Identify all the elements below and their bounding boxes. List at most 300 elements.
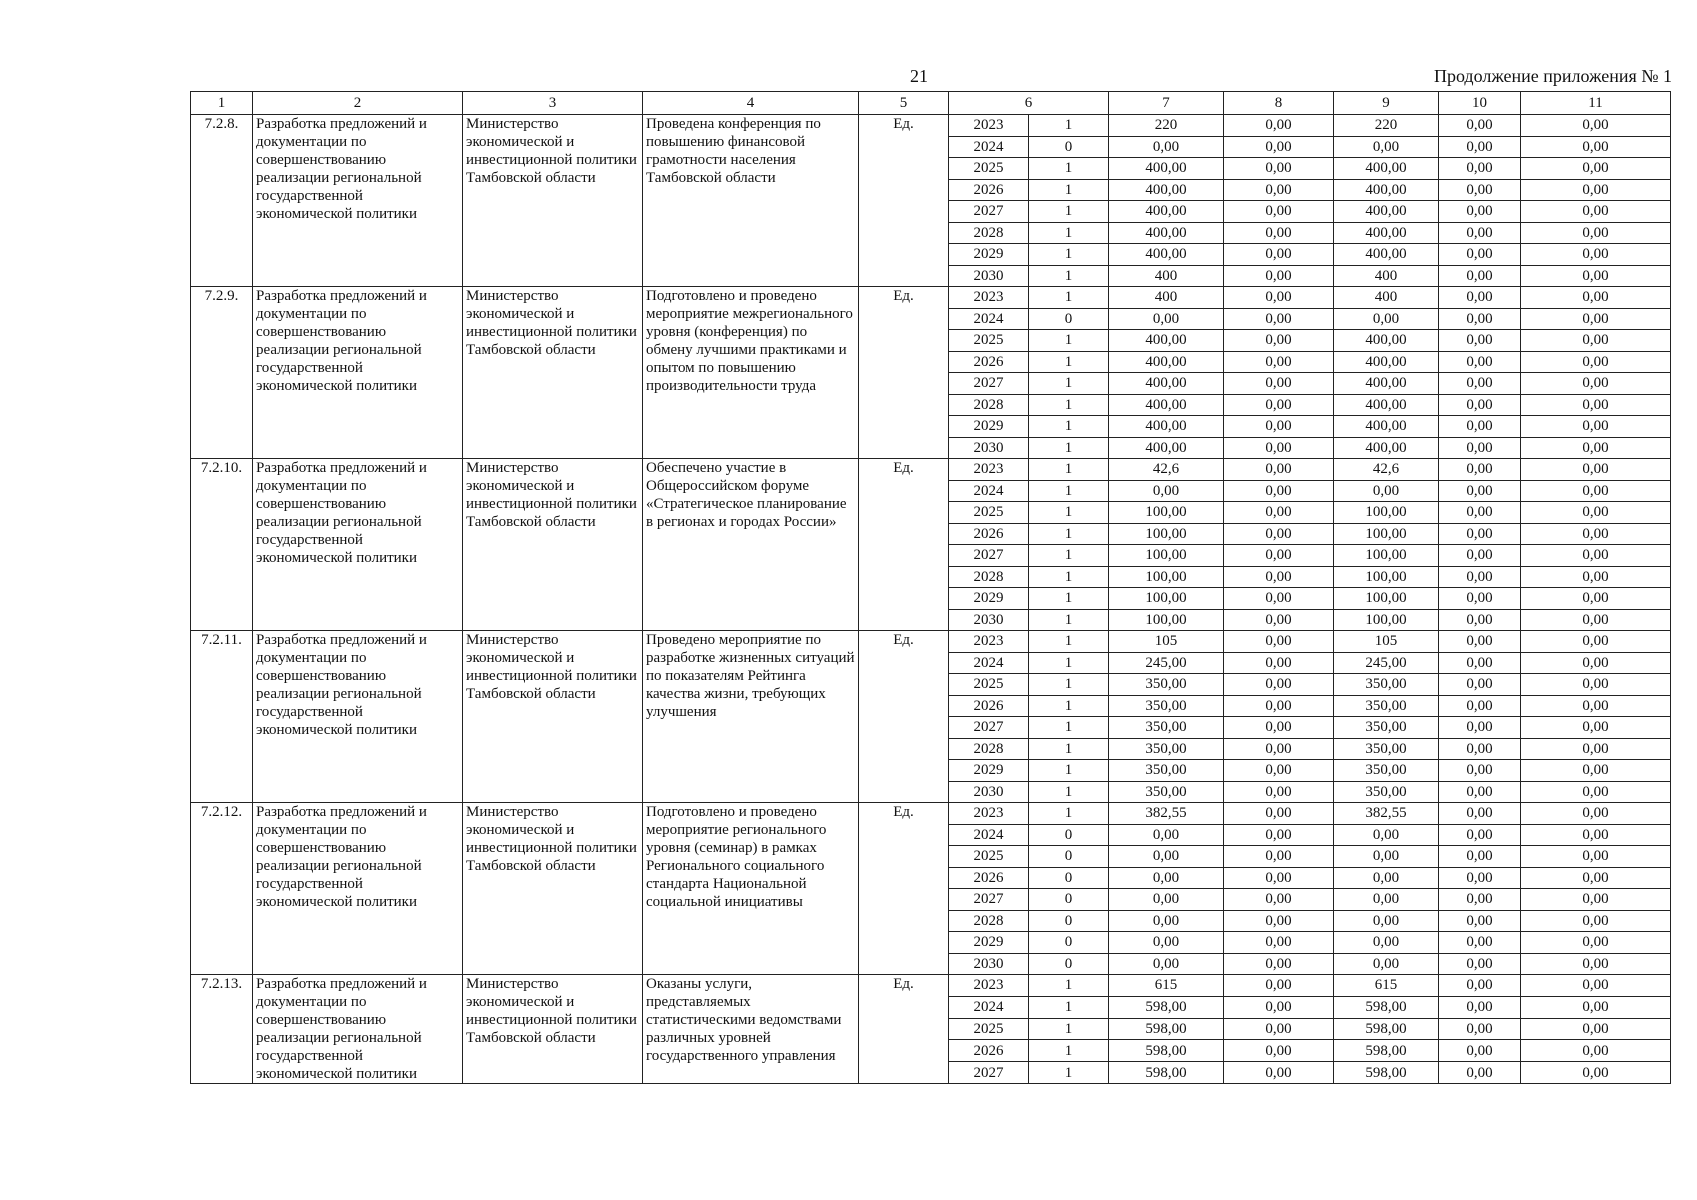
year-cell: 2026 bbox=[949, 1040, 1029, 1062]
value-col10-cell: 0,00 bbox=[1439, 760, 1521, 782]
measure-code: 7.2.8. bbox=[191, 115, 253, 287]
value-col6-cell: 1 bbox=[1029, 781, 1109, 803]
value-col7-cell: 100,00 bbox=[1109, 588, 1224, 610]
value-col8-cell: 0,00 bbox=[1224, 1062, 1334, 1084]
year-cell: 2024 bbox=[949, 480, 1029, 502]
measures-table bbox=[190, 91, 1671, 1084]
value-col11-cell: 0,00 bbox=[1521, 910, 1671, 932]
value-col7-cell: 400,00 bbox=[1109, 394, 1224, 416]
value-col6-cell: 1 bbox=[1029, 738, 1109, 760]
value-col7-cell: 350,00 bbox=[1109, 717, 1224, 739]
value-col8-cell: 0,00 bbox=[1224, 330, 1334, 352]
value-col9-cell: 400,00 bbox=[1334, 351, 1439, 373]
value-col11-cell: 0,00 bbox=[1521, 416, 1671, 438]
value-col11-cell: 0,00 bbox=[1521, 394, 1671, 416]
value-col10-cell: 0,00 bbox=[1439, 803, 1521, 825]
value-col9-cell: 350,00 bbox=[1334, 674, 1439, 696]
value-col7-cell: 350,00 bbox=[1109, 738, 1224, 760]
value-col9-cell: 0,00 bbox=[1334, 824, 1439, 846]
header-cell: 10 bbox=[1439, 92, 1521, 115]
unit-of-measure: Ед. bbox=[859, 459, 949, 631]
header-cell: 5 bbox=[859, 92, 949, 115]
value-col7-cell: 400 bbox=[1109, 287, 1224, 309]
value-col8-cell: 0,00 bbox=[1224, 867, 1334, 889]
value-col8-cell: 0,00 bbox=[1224, 996, 1334, 1018]
value-col10-cell: 0,00 bbox=[1439, 717, 1521, 739]
year-cell: 2026 bbox=[949, 179, 1029, 201]
header-cell: 2 bbox=[253, 92, 463, 115]
value-col11-cell: 0,00 bbox=[1521, 781, 1671, 803]
value-col8-cell: 0,00 bbox=[1224, 609, 1334, 631]
year-cell: 2025 bbox=[949, 846, 1029, 868]
value-col8-cell: 0,00 bbox=[1224, 910, 1334, 932]
value-col9-cell: 0,00 bbox=[1334, 889, 1439, 911]
measure-name: Разработка предложений и документации по совершенствованию реализации региональной государственной экономической политики bbox=[253, 459, 463, 631]
year-cell: 2029 bbox=[949, 588, 1029, 610]
value-col8-cell: 0,00 bbox=[1224, 222, 1334, 244]
value-col8-cell: 0,00 bbox=[1224, 975, 1334, 997]
value-col6-cell: 1 bbox=[1029, 695, 1109, 717]
value-col11-cell: 0,00 bbox=[1521, 308, 1671, 330]
value-col8-cell: 0,00 bbox=[1224, 889, 1334, 911]
header-cell: 3 bbox=[463, 92, 643, 115]
page-number: 21 bbox=[910, 66, 928, 86]
value-col11-cell: 0,00 bbox=[1521, 222, 1671, 244]
value-col11-cell: 0,00 bbox=[1521, 351, 1671, 373]
value-col9-cell: 100,00 bbox=[1334, 588, 1439, 610]
responsible-org: Министерство экономической и инвестиционной политики Тамбовской области bbox=[463, 631, 643, 803]
table-row bbox=[191, 631, 1671, 653]
table-row bbox=[191, 115, 1671, 137]
measure-name: Разработка предложений и документации по совершенствованию реализации региональной государственной экономической политики bbox=[253, 631, 463, 803]
year-cell: 2030 bbox=[949, 953, 1029, 975]
value-col6-cell: 1 bbox=[1029, 803, 1109, 825]
value-col10-cell: 0,00 bbox=[1439, 308, 1521, 330]
value-col8-cell: 0,00 bbox=[1224, 1018, 1334, 1040]
value-col8-cell: 0,00 bbox=[1224, 781, 1334, 803]
value-col11-cell: 0,00 bbox=[1521, 695, 1671, 717]
value-col9-cell: 400 bbox=[1334, 265, 1439, 287]
year-cell: 2023 bbox=[949, 115, 1029, 137]
measure-code: 7.2.10. bbox=[191, 459, 253, 631]
header-cell: 9 bbox=[1334, 92, 1439, 115]
year-cell: 2027 bbox=[949, 201, 1029, 223]
value-col6-cell: 1 bbox=[1029, 760, 1109, 782]
year-cell: 2026 bbox=[949, 351, 1029, 373]
value-col11-cell: 0,00 bbox=[1521, 136, 1671, 158]
year-cell: 2028 bbox=[949, 738, 1029, 760]
measure-code: 7.2.12. bbox=[191, 803, 253, 975]
year-cell: 2023 bbox=[949, 975, 1029, 997]
value-col10-cell: 0,00 bbox=[1439, 781, 1521, 803]
value-col9-cell: 0,00 bbox=[1334, 910, 1439, 932]
year-cell: 2024 bbox=[949, 136, 1029, 158]
value-col6-cell: 1 bbox=[1029, 437, 1109, 459]
year-cell: 2027 bbox=[949, 545, 1029, 567]
value-col11-cell: 0,00 bbox=[1521, 373, 1671, 395]
value-col7-cell: 350,00 bbox=[1109, 781, 1224, 803]
value-col10-cell: 0,00 bbox=[1439, 1062, 1521, 1084]
value-col8-cell: 0,00 bbox=[1224, 459, 1334, 481]
year-cell: 2030 bbox=[949, 609, 1029, 631]
value-col6-cell: 1 bbox=[1029, 416, 1109, 438]
value-col10-cell: 0,00 bbox=[1439, 545, 1521, 567]
value-col6-cell: 1 bbox=[1029, 222, 1109, 244]
value-col8-cell: 0,00 bbox=[1224, 115, 1334, 137]
value-col9-cell: 100,00 bbox=[1334, 609, 1439, 631]
value-col10-cell: 0,00 bbox=[1439, 975, 1521, 997]
value-col6-cell: 1 bbox=[1029, 1018, 1109, 1040]
value-col6-cell: 1 bbox=[1029, 244, 1109, 266]
value-col9-cell: 615 bbox=[1334, 975, 1439, 997]
year-cell: 2024 bbox=[949, 652, 1029, 674]
value-col9-cell: 350,00 bbox=[1334, 781, 1439, 803]
value-col7-cell: 400,00 bbox=[1109, 158, 1224, 180]
value-col7-cell: 0,00 bbox=[1109, 889, 1224, 911]
value-col7-cell: 0,00 bbox=[1109, 953, 1224, 975]
continuation-label: Продолжение приложения № 1 bbox=[1433, 66, 1672, 86]
value-col11-cell: 0,00 bbox=[1521, 889, 1671, 911]
value-col11-cell: 0,00 bbox=[1521, 437, 1671, 459]
value-col9-cell: 245,00 bbox=[1334, 652, 1439, 674]
value-col7-cell: 382,55 bbox=[1109, 803, 1224, 825]
value-col9-cell: 350,00 bbox=[1334, 717, 1439, 739]
value-col9-cell: 0,00 bbox=[1334, 308, 1439, 330]
year-cell: 2030 bbox=[949, 265, 1029, 287]
value-col6-cell: 1 bbox=[1029, 652, 1109, 674]
value-col7-cell: 100,00 bbox=[1109, 545, 1224, 567]
value-col10-cell: 0,00 bbox=[1439, 588, 1521, 610]
value-col6-cell: 1 bbox=[1029, 480, 1109, 502]
value-col6-cell: 0 bbox=[1029, 136, 1109, 158]
value-col9-cell: 42,6 bbox=[1334, 459, 1439, 481]
value-col11-cell: 0,00 bbox=[1521, 652, 1671, 674]
value-col11-cell: 0,00 bbox=[1521, 115, 1671, 137]
header-cell: 6 bbox=[949, 92, 1109, 115]
value-col9-cell: 0,00 bbox=[1334, 867, 1439, 889]
unit-of-measure: Ед. bbox=[859, 803, 949, 975]
value-col8-cell: 0,00 bbox=[1224, 566, 1334, 588]
value-col7-cell: 100,00 bbox=[1109, 502, 1224, 524]
value-col7-cell: 598,00 bbox=[1109, 1018, 1224, 1040]
value-col8-cell: 0,00 bbox=[1224, 136, 1334, 158]
value-col10-cell: 0,00 bbox=[1439, 330, 1521, 352]
value-col9-cell: 400,00 bbox=[1334, 330, 1439, 352]
value-col6-cell: 0 bbox=[1029, 308, 1109, 330]
value-col9-cell: 400,00 bbox=[1334, 222, 1439, 244]
unit-of-measure: Ед. bbox=[859, 975, 949, 1084]
value-col6-cell: 1 bbox=[1029, 674, 1109, 696]
value-col10-cell: 0,00 bbox=[1439, 996, 1521, 1018]
value-col6-cell: 1 bbox=[1029, 115, 1109, 137]
value-col6-cell: 1 bbox=[1029, 459, 1109, 481]
year-cell: 2030 bbox=[949, 781, 1029, 803]
value-col7-cell: 350,00 bbox=[1109, 695, 1224, 717]
year-cell: 2028 bbox=[949, 222, 1029, 244]
value-col7-cell: 100,00 bbox=[1109, 523, 1224, 545]
value-col6-cell: 1 bbox=[1029, 975, 1109, 997]
value-col6-cell: 1 bbox=[1029, 287, 1109, 309]
value-col11-cell: 0,00 bbox=[1521, 867, 1671, 889]
value-col10-cell: 0,00 bbox=[1439, 932, 1521, 954]
year-cell: 2024 bbox=[949, 308, 1029, 330]
value-col8-cell: 0,00 bbox=[1224, 158, 1334, 180]
value-col6-cell: 0 bbox=[1029, 889, 1109, 911]
value-col10-cell: 0,00 bbox=[1439, 953, 1521, 975]
value-col9-cell: 400,00 bbox=[1334, 244, 1439, 266]
value-col7-cell: 0,00 bbox=[1109, 932, 1224, 954]
responsible-org: Министерство экономической и инвестиционной политики Тамбовской области bbox=[463, 115, 643, 287]
value-col9-cell: 100,00 bbox=[1334, 545, 1439, 567]
year-cell: 2025 bbox=[949, 330, 1029, 352]
year-cell: 2028 bbox=[949, 566, 1029, 588]
value-col9-cell: 100,00 bbox=[1334, 523, 1439, 545]
unit-of-measure: Ед. bbox=[859, 115, 949, 287]
value-col10-cell: 0,00 bbox=[1439, 437, 1521, 459]
value-col6-cell: 1 bbox=[1029, 996, 1109, 1018]
responsible-org: Министерство экономической и инвестиционной политики Тамбовской области bbox=[463, 803, 643, 975]
value-col6-cell: 1 bbox=[1029, 1062, 1109, 1084]
value-col11-cell: 0,00 bbox=[1521, 609, 1671, 631]
value-col10-cell: 0,00 bbox=[1439, 179, 1521, 201]
value-col10-cell: 0,00 bbox=[1439, 265, 1521, 287]
value-col8-cell: 0,00 bbox=[1224, 437, 1334, 459]
value-col7-cell: 400,00 bbox=[1109, 244, 1224, 266]
measure-name: Разработка предложений и документации по совершенствованию реализации региональной государственной экономической политики bbox=[253, 115, 463, 287]
year-cell: 2028 bbox=[949, 910, 1029, 932]
header-cell: 7 bbox=[1109, 92, 1224, 115]
value-col9-cell: 400,00 bbox=[1334, 179, 1439, 201]
value-col11-cell: 0,00 bbox=[1521, 330, 1671, 352]
value-col6-cell: 1 bbox=[1029, 1040, 1109, 1062]
value-col11-cell: 0,00 bbox=[1521, 996, 1671, 1018]
value-col11-cell: 0,00 bbox=[1521, 502, 1671, 524]
value-col8-cell: 0,00 bbox=[1224, 351, 1334, 373]
value-col10-cell: 0,00 bbox=[1439, 910, 1521, 932]
value-col11-cell: 0,00 bbox=[1521, 287, 1671, 309]
year-cell: 2027 bbox=[949, 717, 1029, 739]
value-col7-cell: 350,00 bbox=[1109, 674, 1224, 696]
value-col7-cell: 598,00 bbox=[1109, 996, 1224, 1018]
value-col11-cell: 0,00 bbox=[1521, 1040, 1671, 1062]
value-col6-cell: 1 bbox=[1029, 545, 1109, 567]
value-col8-cell: 0,00 bbox=[1224, 738, 1334, 760]
value-col10-cell: 0,00 bbox=[1439, 609, 1521, 631]
value-col7-cell: 400,00 bbox=[1109, 222, 1224, 244]
value-col11-cell: 0,00 bbox=[1521, 566, 1671, 588]
value-col7-cell: 100,00 bbox=[1109, 566, 1224, 588]
value-col7-cell: 400,00 bbox=[1109, 437, 1224, 459]
value-col8-cell: 0,00 bbox=[1224, 824, 1334, 846]
value-col10-cell: 0,00 bbox=[1439, 201, 1521, 223]
value-col11-cell: 0,00 bbox=[1521, 179, 1671, 201]
year-cell: 2025 bbox=[949, 674, 1029, 696]
measure-name: Разработка предложений и документации по совершенствованию реализации региональной государственной экономической политики bbox=[253, 803, 463, 975]
value-col8-cell: 0,00 bbox=[1224, 846, 1334, 868]
value-col9-cell: 0,00 bbox=[1334, 953, 1439, 975]
value-col6-cell: 0 bbox=[1029, 910, 1109, 932]
value-col7-cell: 0,00 bbox=[1109, 824, 1224, 846]
year-cell: 2026 bbox=[949, 523, 1029, 545]
expected-result: Проведена конференция по повышению финансовой грамотности населения Тамбовской области bbox=[643, 115, 859, 287]
value-col8-cell: 0,00 bbox=[1224, 932, 1334, 954]
value-col6-cell: 1 bbox=[1029, 265, 1109, 287]
value-col10-cell: 0,00 bbox=[1439, 846, 1521, 868]
value-col6-cell: 1 bbox=[1029, 588, 1109, 610]
measure-code: 7.2.9. bbox=[191, 287, 253, 459]
value-col8-cell: 0,00 bbox=[1224, 416, 1334, 438]
value-col11-cell: 0,00 bbox=[1521, 588, 1671, 610]
value-col6-cell: 1 bbox=[1029, 523, 1109, 545]
year-cell: 2026 bbox=[949, 695, 1029, 717]
value-col6-cell: 1 bbox=[1029, 179, 1109, 201]
year-cell: 2030 bbox=[949, 437, 1029, 459]
value-col7-cell: 400,00 bbox=[1109, 330, 1224, 352]
value-col10-cell: 0,00 bbox=[1439, 244, 1521, 266]
value-col6-cell: 1 bbox=[1029, 201, 1109, 223]
value-col6-cell: 1 bbox=[1029, 717, 1109, 739]
value-col7-cell: 42,6 bbox=[1109, 459, 1224, 481]
value-col11-cell: 0,00 bbox=[1521, 265, 1671, 287]
value-col9-cell: 400,00 bbox=[1334, 201, 1439, 223]
value-col10-cell: 0,00 bbox=[1439, 351, 1521, 373]
value-col8-cell: 0,00 bbox=[1224, 717, 1334, 739]
value-col9-cell: 0,00 bbox=[1334, 846, 1439, 868]
value-col10-cell: 0,00 bbox=[1439, 416, 1521, 438]
value-col7-cell: 100,00 bbox=[1109, 609, 1224, 631]
year-cell: 2025 bbox=[949, 502, 1029, 524]
value-col9-cell: 400,00 bbox=[1334, 437, 1439, 459]
value-col9-cell: 350,00 bbox=[1334, 738, 1439, 760]
year-cell: 2027 bbox=[949, 1062, 1029, 1084]
value-col8-cell: 0,00 bbox=[1224, 695, 1334, 717]
value-col8-cell: 0,00 bbox=[1224, 502, 1334, 524]
value-col8-cell: 0,00 bbox=[1224, 652, 1334, 674]
value-col6-cell: 0 bbox=[1029, 932, 1109, 954]
value-col11-cell: 0,00 bbox=[1521, 631, 1671, 653]
value-col9-cell: 598,00 bbox=[1334, 1040, 1439, 1062]
value-col6-cell: 1 bbox=[1029, 566, 1109, 588]
year-cell: 2029 bbox=[949, 932, 1029, 954]
table-row bbox=[191, 287, 1671, 309]
value-col7-cell: 0,00 bbox=[1109, 480, 1224, 502]
responsible-org: Министерство экономической и инвестиционной политики Тамбовской области bbox=[463, 459, 643, 631]
value-col11-cell: 0,00 bbox=[1521, 1062, 1671, 1084]
value-col7-cell: 220 bbox=[1109, 115, 1224, 137]
value-col8-cell: 0,00 bbox=[1224, 244, 1334, 266]
value-col8-cell: 0,00 bbox=[1224, 201, 1334, 223]
measure-code: 7.2.13. bbox=[191, 975, 253, 1084]
header-cell: 4 bbox=[643, 92, 859, 115]
value-col6-cell: 1 bbox=[1029, 394, 1109, 416]
value-col10-cell: 0,00 bbox=[1439, 695, 1521, 717]
year-cell: 2028 bbox=[949, 394, 1029, 416]
value-col9-cell: 100,00 bbox=[1334, 502, 1439, 524]
value-col9-cell: 100,00 bbox=[1334, 566, 1439, 588]
value-col9-cell: 400,00 bbox=[1334, 394, 1439, 416]
value-col8-cell: 0,00 bbox=[1224, 394, 1334, 416]
value-col10-cell: 0,00 bbox=[1439, 738, 1521, 760]
value-col7-cell: 400,00 bbox=[1109, 179, 1224, 201]
value-col6-cell: 1 bbox=[1029, 609, 1109, 631]
table-body bbox=[191, 115, 1671, 1084]
value-col9-cell: 400,00 bbox=[1334, 416, 1439, 438]
value-col10-cell: 0,00 bbox=[1439, 674, 1521, 696]
value-col6-cell: 1 bbox=[1029, 351, 1109, 373]
value-col8-cell: 0,00 bbox=[1224, 179, 1334, 201]
value-col11-cell: 0,00 bbox=[1521, 803, 1671, 825]
value-col11-cell: 0,00 bbox=[1521, 717, 1671, 739]
year-cell: 2023 bbox=[949, 459, 1029, 481]
expected-result: Подготовлено и проведено мероприятие регионального уровня (семинар) в рамках Регионального социального стандарта Национальной социальной инициативы bbox=[643, 803, 859, 975]
value-col7-cell: 105 bbox=[1109, 631, 1224, 653]
value-col9-cell: 598,00 bbox=[1334, 996, 1439, 1018]
value-col9-cell: 0,00 bbox=[1334, 932, 1439, 954]
value-col7-cell: 400 bbox=[1109, 265, 1224, 287]
value-col6-cell: 1 bbox=[1029, 502, 1109, 524]
value-col10-cell: 0,00 bbox=[1439, 566, 1521, 588]
value-col8-cell: 0,00 bbox=[1224, 480, 1334, 502]
value-col8-cell: 0,00 bbox=[1224, 588, 1334, 610]
year-cell: 2029 bbox=[949, 760, 1029, 782]
year-cell: 2026 bbox=[949, 867, 1029, 889]
value-col11-cell: 0,00 bbox=[1521, 932, 1671, 954]
year-cell: 2025 bbox=[949, 1018, 1029, 1040]
value-col11-cell: 0,00 bbox=[1521, 1018, 1671, 1040]
value-col11-cell: 0,00 bbox=[1521, 975, 1671, 997]
expected-result: Обеспечено участие в Общероссийском форуме «Стратегическое планирование в регионах и городах России» bbox=[643, 459, 859, 631]
value-col7-cell: 0,00 bbox=[1109, 136, 1224, 158]
year-cell: 2025 bbox=[949, 158, 1029, 180]
value-col10-cell: 0,00 bbox=[1439, 459, 1521, 481]
unit-of-measure: Ед. bbox=[859, 631, 949, 803]
year-cell: 2029 bbox=[949, 244, 1029, 266]
table-row bbox=[191, 803, 1671, 825]
value-col7-cell: 350,00 bbox=[1109, 760, 1224, 782]
value-col10-cell: 0,00 bbox=[1439, 394, 1521, 416]
value-col10-cell: 0,00 bbox=[1439, 502, 1521, 524]
value-col9-cell: 400,00 bbox=[1334, 373, 1439, 395]
value-col8-cell: 0,00 bbox=[1224, 760, 1334, 782]
measure-name: Разработка предложений и документации по совершенствованию реализации региональной государственной экономической политики bbox=[253, 975, 463, 1084]
value-col8-cell: 0,00 bbox=[1224, 308, 1334, 330]
value-col11-cell: 0,00 bbox=[1521, 244, 1671, 266]
value-col9-cell: 220 bbox=[1334, 115, 1439, 137]
value-col8-cell: 0,00 bbox=[1224, 953, 1334, 975]
responsible-org: Министерство экономической и инвестиционной политики Тамбовской области bbox=[463, 975, 643, 1084]
value-col8-cell: 0,00 bbox=[1224, 287, 1334, 309]
value-col8-cell: 0,00 bbox=[1224, 523, 1334, 545]
value-col10-cell: 0,00 bbox=[1439, 867, 1521, 889]
value-col11-cell: 0,00 bbox=[1521, 480, 1671, 502]
value-col11-cell: 0,00 bbox=[1521, 523, 1671, 545]
value-col10-cell: 0,00 bbox=[1439, 1018, 1521, 1040]
value-col10-cell: 0,00 bbox=[1439, 1040, 1521, 1062]
expected-result: Проведено мероприятие по разработке жизненных ситуаций по показателям Рейтинга качества жизни, требующих улучшения bbox=[643, 631, 859, 803]
value-col6-cell: 0 bbox=[1029, 846, 1109, 868]
year-cell: 2027 bbox=[949, 373, 1029, 395]
value-col9-cell: 350,00 bbox=[1334, 695, 1439, 717]
value-col11-cell: 0,00 bbox=[1521, 953, 1671, 975]
year-cell: 2027 bbox=[949, 889, 1029, 911]
value-col6-cell: 1 bbox=[1029, 631, 1109, 653]
measure-name: Разработка предложений и документации по совершенствованию реализации региональной государственной экономической политики bbox=[253, 287, 463, 459]
header-cell: 8 bbox=[1224, 92, 1334, 115]
value-col6-cell: 1 bbox=[1029, 330, 1109, 352]
value-col7-cell: 615 bbox=[1109, 975, 1224, 997]
header-cell: 11 bbox=[1521, 92, 1671, 115]
value-col10-cell: 0,00 bbox=[1439, 287, 1521, 309]
